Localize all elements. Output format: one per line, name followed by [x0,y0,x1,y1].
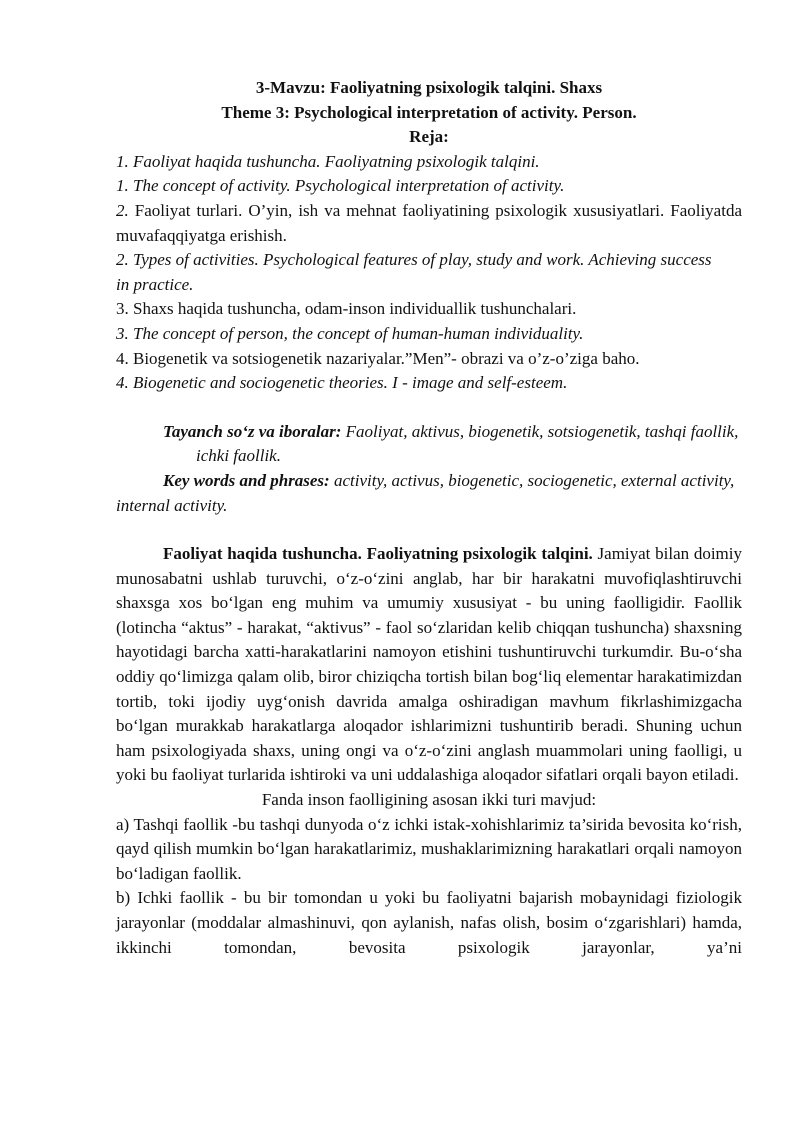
keywords-uz-text-2: ichki faollik. [196,446,281,466]
title-en: Theme 3: Psychological interpretation of activity. Person. [221,102,637,122]
spacer [116,396,742,420]
plan-item-3-uz: 3. Shaxs haqida tushuncha, odam-inson individuallik tushunchalari. [116,299,577,319]
type-a: a) Tashqi faollik -bu tashqi dunyoda o‘z ichki istak-xohishlarimiz ta’sirida bevosita ko‘rish, qayd qilish mumkin bo‘lgan harakatlarimiz, mushaklarimizning harakatlari orqali namoyon bo‘ladigan faollik. [116,814,742,883]
spacer [116,518,742,542]
plan-item-1-en: 1. The concept of activity. Psychological interpretation of activity. [116,176,565,196]
plan-item-4-en: 4. Biogenetic and sociogenetic theories. I - image and self-esteem. [116,373,568,393]
plan-label: Reja: [409,127,449,147]
keywords-en-text: activity, activus, biogenetic, sociogenetic, external activity, internal activity. [116,470,735,515]
document-content [116,76,742,960]
plan-item-2-text: Faoliyat turlari. O’yin, ish va mehnat faoliyatining psixologik xususiyatlari. Faoliyatda muvafaqqiyatga erishish. [116,200,742,245]
section-heading: Faoliyat haqida tushuncha. Faoliyatning psixologik talqini. [163,544,593,564]
keywords-en-label: Key words and phrases: [163,470,330,490]
plan-item-2-en: 2. Types of activities. Psychological features of play, study and work. Achieving success in practice. [116,250,712,294]
keywords-uz-text: Faoliyat, aktivus, biogenetik, sotsiogenetik, tashqi faollik, [341,421,739,441]
title-uz: 3-Mavzu: Faoliyatning psixologik talqini. Shaxs [255,78,603,97]
plan-item-2-number: 2. [116,200,129,220]
plan-item-3-en: 3. The concept of person, the concept of human-human individuality. [116,323,584,343]
plan-list [116,150,742,396]
body-paragraph-1 [116,542,742,788]
keywords-en [116,469,742,518]
plan-item-1-uz: 1. Faoliyat haqida tushuncha. Faoliyatning psixologik talqini. [116,151,540,171]
types-intro: Fanda inson faolligining asosan ikki turi mavjud: [261,790,597,810]
type-b: b) Ichki faollik - bu bir tomondan u yoki bu faoliyatni bajarish mobaynidagi fiziologik jarayonlar (moddalar almashinuvi, qon aylanish, nafas olish, bosim o‘zgarishlari) hamda, ikkinchi tomondan, bevosita psixologik jarayonlar, ya’ni [116,888,742,957]
keywords-uz [116,420,742,469]
plan-item-2-uz [116,199,742,248]
keywords-uz-label: Tayanch so‘z va iboralar: [163,421,342,441]
paragraph-1-text: Jamiyat bilan doimiy munosabatni ushlab turuvchi, o‘z-o‘zini anglab, har bir harakatni muvofiqlashtiruvchi shaxsga xos bo‘lgan eng muhim va umumiy xususiyat - bu uning faolligidir. Faollik (lotincha “aktus” - harakat, “aktivus” - faol so‘zlaridan kelib chiqqan tushuncha) shaxsning hayotidagi barcha xatti-harakatlarini namoyon etishini tushuntiruvchi turkumdir. Bu-o‘sha oddiy qo‘limizga qalam olib, biror chiziqcha tortish bilan bog‘liq elementar harakatimizdan tortib, toki ijodiy uyg‘onish davrida amalga oshiradigan mavhum fikrlashimizgacha bo‘lgan murakkab harakatlarga aloqador ishlarimizni tushuntirib beradi. Shuning uchun ham psixologiyada shaxs, uning ongi va o‘z-o‘zini anglash muammolari uning faolligi, u yoki bu faoliyat turlarida ishtiroki va uni uddalashiga aloqador sifatlari orqali bayon etiladi. [116,544,742,785]
plan-item-4-uz: 4. Biogenetik va sotsiogenetik nazariyalar.”Men”- obrazi va o’z-o’ziga baho. [116,348,640,368]
